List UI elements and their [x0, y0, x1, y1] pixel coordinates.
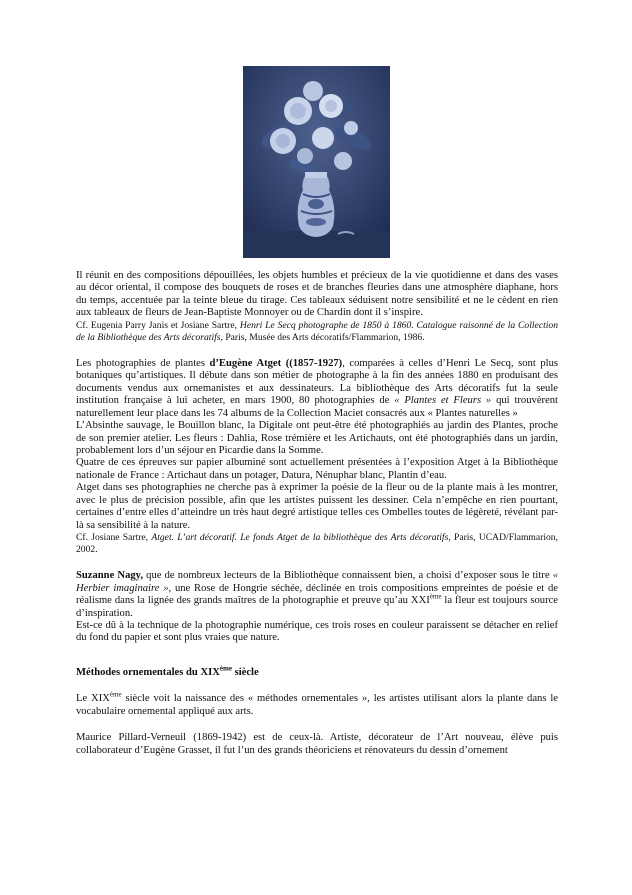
- paragraph-nagy: Suzanne Nagy, que de nombreux lecteurs de la Bibliothèque connaissent bien, a choisi d’exposer sous le titre « Herbier imaginaire », une Rose de Hongrie séchée, déclinée en trois compositions empreintes de poésie et de réalisme dans la lignée des grands maîtres de la photographie et preuve qu’au XXIème la fleur est toujours source d’inspiration.: [76, 570, 559, 619]
- paragraph-le-secq: Il réunit en des compositions dépouillées, les objets humbles et précieux de la vie quotidienne et dans des vases au décor oriental, il compose des bouquets de roses et de branches fleuries dans une atmosphère diaphane, hors du temps, accentuée par la teinte bleue du tirage. Ces tableaux séduisent notre sensibilité et ne le cèdent en rien aux tableaux de fleurs de Jean-Baptiste Monnoyer ou de Chardin dont il s’inspire.: [76, 270, 558, 319]
- citation-le-secq: Cf. Eugenia Parry Janis et Josiane Sartre, Henri Le Secq photographe de 1850 à 1860. Catalogue raisonné de la Collection de la Bibliothèque des Arts décoratifs, Paris, Musée des Arts décoratifs/Flammarion, 1986.: [76, 319, 558, 343]
- paragraph-atget-exhibition: Quatre de ces épreuves sur papier albuminé sont actuellement présentées à l’exposition Atget à la Bibliothèque nationale de France : Artichaut dans un potager, Datura, Nénuphar blanc, Plantin d’eau.: [76, 457, 558, 481]
- nagy-name: Suzanne Nagy,: [76, 570, 144, 582]
- paragraph-atget-precision: Atget dans ses photographies ne cherche pas à exprimer la poésie de la fleur ou de la plante mais à les montrer, avec le plus de précision possible, afin que les artistes puissent les dessiner. Cela n’empêche en rien pourtant, certaines d’entre elles d’atteindre un très haut degré artistique telles ces Ombelles toutes de légèreté, révélant par-là sa sensibilité à la nature.: [76, 482, 558, 531]
- paragraph-nagy-digital: Est-ce dû à la technique de la photographie numérique, ces trois roses en couleur paraissent se détacher en relief du fond du papier et sont plus vraies que nature.: [76, 619, 558, 644]
- paragraph-pillard-verneuil: Maurice Pillard-Verneuil (1869-1942) est de ceux-là. Artiste, décorateur de l’Art nouveau, élève puis collaborateur d’Eugène Grasset, il fut l’un des grands théoriciens et rénovateurs du dessin d’ornement: [76, 732, 558, 756]
- paragraph-atget: Les photographies de plantes d’Eugène Atget ((1857-1927), comparées à celles d’Henri Le Secq, sont plus botaniques qu’artistiques. Il débute dans son métier de photographe à la fin des années 1880 en produisant des documents vendus aux ornemanistes et aux dessinateurs. La bibliothèque des Arts décoratifs fut la seule institution française à lui acheter, en mars 1900, 80 photographies de « Plantes et Fleurs » qui trouvèrent naturellement leur place dans les 74 albums de la Collection Maciet consacrés aux « Plantes naturelles »: [76, 357, 558, 419]
- article-body: [76, 270, 558, 757]
- section-heading: Méthodes ornementales du XIXème siècle: [76, 664, 259, 678]
- citation-atget: Cf. Josiane Sartre, Atget. L’art décoratif. Le fonds Atget de la bibliothèque des Arts décoratifs, Paris, UCAD/Flammarion, 2002.: [76, 532, 558, 556]
- cyanotype-flower-photo: [243, 66, 390, 258]
- paragraph-atget-plants: L’Absinthe sauvage, le Bouillon blanc, la Digitale ont peut-être été photographiés au jardin des Plantes, proche de son premier atelier. Les fleurs : Dahlia, Rose trémière et les Artichauts, ont été photographiés dans un jardin, probablement lors d’un séjour en Picardie dans la Somme.: [76, 420, 558, 456]
- flower-vase-illustration: [243, 66, 390, 258]
- atget-name: d’Eugène Atget ((1857-1927): [209, 357, 343, 369]
- paragraph-methodes: Le XIXème siècle voit la naissance des « méthodes ornementales », les artistes utilisant alors la plante dans le vocabulaire ornemental appliqué aux arts.: [76, 690, 558, 717]
